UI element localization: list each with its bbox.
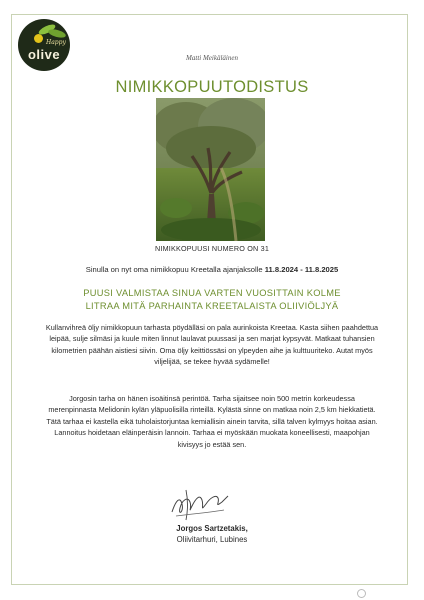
paragraph-grove: Jorgosin tarha on hänen isoäitinsä perintöä. Tarha sijaitsee noin 500 metrin korkeudessa merenpinnasta Melidonin kylän yläpuolisilla rinteillä. Kylästä sinne on matkaa noin 2,5 km hiekkatietä. Tätä tarhaa ei kastella eikä tuholaistorjuntaa kemiallisin ainein tarvita, sillä talven kylmyys hoitaa asian. Lannoitus hoidetaan eläinperäisin lannoin. Tarhaa ei myöskään muokata koneellisesti, maapohjan kivisyys jo estää sen. <box>46 394 378 449</box>
page-corner-mark <box>357 589 366 598</box>
ownership-period <box>0 265 424 274</box>
period-text: Sinulla on nyt oma nimikkopuu Kreetalla ajanjaksolle <box>85 265 263 274</box>
olive-tree-photo <box>156 98 265 241</box>
paragraph-intro: Kullanvihreä öljy nimikkopuun tarhasta pöydälläsi on pala aurinkoista Kreetaa. Kasta siihen paahdettua leipää, sulje silmäsi ja kuule miten linnut laulavat puussasi ja sen marjat kypsyvät. Matkaat tuhansien kilometrien päähän aistiesi siivin. Oma öljy keittiössäsi on ylpeyden aihe ja kulttuuriteko. Autat myös viljelijää, se tekee hyvää sydämelle! <box>45 323 379 367</box>
signature-icon <box>166 486 232 526</box>
oil-promise-subtitle: PUUSI VALMISTAA SINUA VARTEN VUOSITTAIN KOLME LITRAA MITÄ PARHAINTA KREETALAISTA OLIIVIÖLJYÄ <box>83 288 341 311</box>
owner-name: Matti Meikäläinen <box>186 54 238 62</box>
signer-name: Jorgos Sartzetakis, <box>176 524 248 533</box>
period-dates: 11.8.2024 - 11.8.2025 <box>264 265 339 274</box>
olive-logo-icon <box>18 19 70 71</box>
logo-happy-text: Happy <box>46 39 66 46</box>
certificate-title: NIMIKKOPUUTODISTUS <box>115 78 309 96</box>
logo-olive-text: olive <box>27 47 61 62</box>
tree-number: NIMIKKOPUUSI NUMERO ON 31 <box>154 244 270 253</box>
signer-role: Oliivitarhuri, Lubines <box>176 535 248 544</box>
